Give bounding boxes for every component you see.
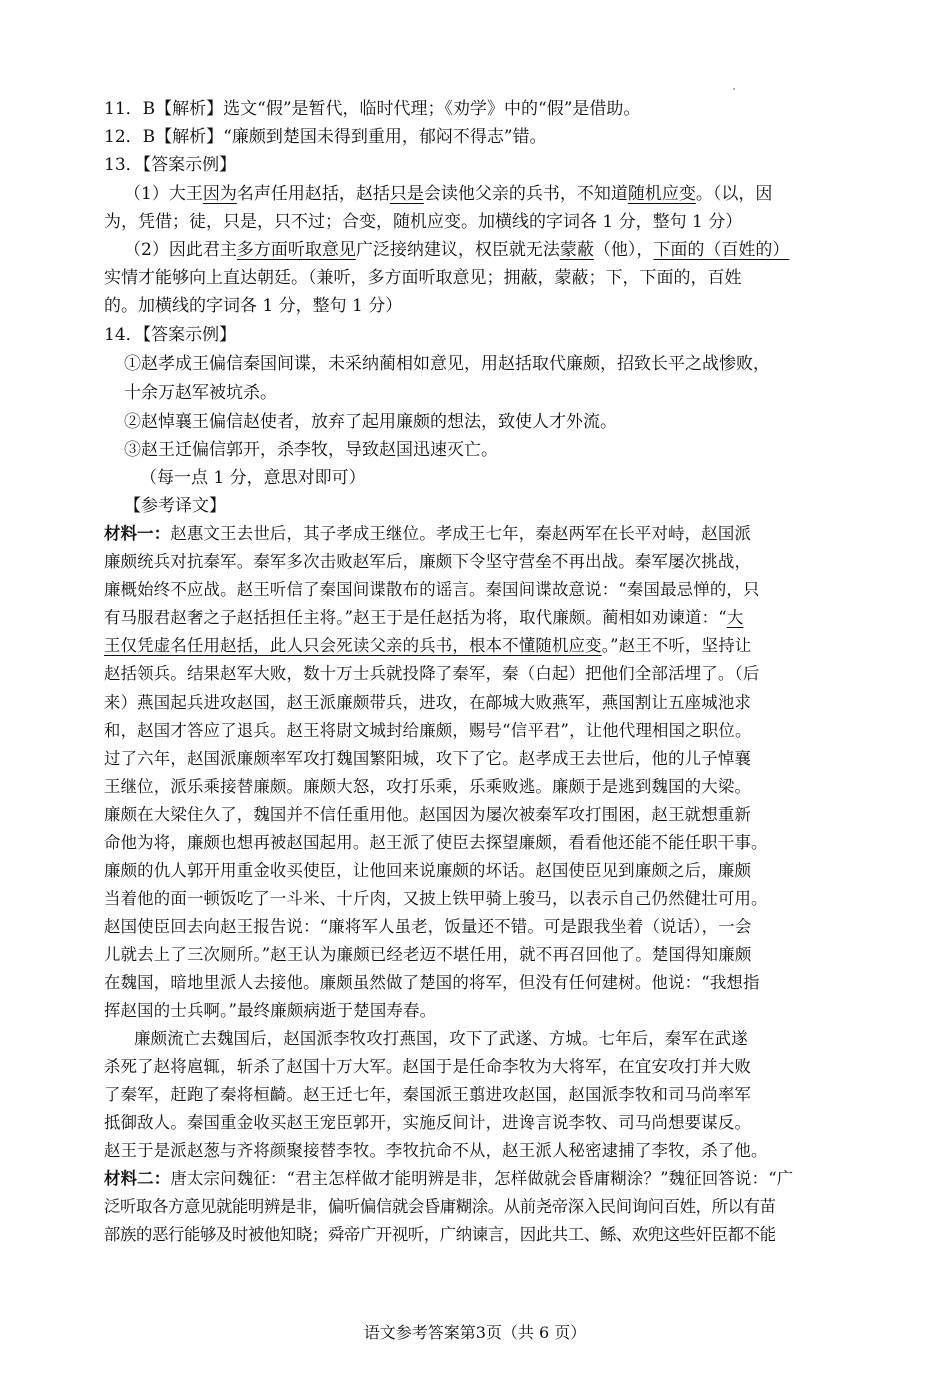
material1-line17: 在魏国，暗地里派人去接他。廉颇虽然做了楚国的将军，但没有任何建树。他说：“我想指 [104,973,760,992]
answer-14-item2: ②赵悼襄王偏信赵使者，放弃了起用廉颇的想法，致使人才外流。 [124,412,617,432]
answer-13-2-line1: （2）因此君主多方面听取意见广泛接纳建议，权臣就无法蒙蔽（他），下面的（百姓的） [124,240,790,260]
answer-13-1-line2: 为，凭借；徒，只是，只不过；合变，随机应变。加横线的字词各 1 分，整句 1 分） [104,212,743,232]
material1-line5: 王仅凭虚名任用赵括，此人只会死读父亲的兵书，根本不懂随机应变。”赵王不听，坚持让 [104,636,752,655]
material1-line16: 儿就去上了三次厕所。”赵王认为廉颇已经老迈不堪任用，就不再召回他了。楚国得知廉颇 [104,945,752,964]
material2-label: 材料二： [104,1169,171,1188]
material2-line1: 材料二：唐太宗问魏征：“君主怎样做才能明辨是非，怎样做就会昏庸糊涂？”魏征回答说：“广 [104,1169,794,1188]
material1-line4: 有马服君赵奢之子赵括担任主将。”赵王于是任赵括为将，取代廉颇。蔺相如劝谏道：“大 [104,608,744,627]
material1-line6: 赵括领兵。结果赵军大败，数十万士兵就投降了秦军，秦（白起）把他们全部活埋了。（后 [104,664,760,683]
material1-line18: 挥赵国的士兵啊。”最终廉颇病逝于楚国寿春。 [104,1001,437,1020]
material1-line2: 廉颇统兵对抗秦军。秦军多次击败赵军后，廉颇下令坚守营垒不再出战。秦军屡次挑战， [104,552,752,571]
paragraph2-line1: 廉颇流亡去魏国后，赵国派李牧攻打燕国，攻下了武遂、方城。七年后，秦军在武遂 [134,1029,748,1048]
answer-11: 11．B【解析】选文“假”是暂代，临时代理；《劝学》中的“假”是借助。 [104,99,641,119]
speck [733,88,735,90]
material1-line14: 当着他的面一顿饭吃了一斗米、十斤肉，又披上铁甲骑上骏马，以表示自己仍然健壮可用。 [104,889,768,908]
material2-line2: 泛听取各方意见就能明辨是非，偏听偏信就会昏庸糊涂。从前尧帝深入民间询问百姓，所以有苗 [104,1197,776,1216]
answer-14-item1-cont: 十余万赵军被坑杀。 [124,383,277,403]
material1-line1: 材料一：赵惠文王去世后，其子孝成王继位。孝成王七年，秦赵两军在长平对峙，赵国派 [104,524,752,543]
answer-13-1-line1: （1）大王因为名声任用赵括，赵括只是会读他父亲的兵书，不知道随机应变。（以，因 [124,184,773,204]
answer-13-2-line2: 实情才能够向上直达朝廷。（兼听，多方面听取意见；拥蔽，蒙蔽；下，下面的，百姓 [104,268,742,288]
material1-line3: 廉概始终不应战。赵王听信了秦国间谍散布的谣言。秦国间谍故意说：“秦国最忌惮的，只 [104,580,760,599]
material1-line8: 和，赵国才答应了退兵。赵王将尉文城封给廉颇，赐号“信平君”，让他代理相国之职位。 [104,721,752,740]
answer-14-item1: ①赵孝成王偏信秦国间谍，未采纳蔺相如意见，用赵括取代廉颇，招致长平之战惨败， [124,354,770,374]
material1-line9: 过了六年，赵国派廉颇率军攻打魏国繁阳城，攻下了它。赵孝成王去世后，他的儿子悼襄 [104,749,752,768]
paragraph2-line3: 了秦军，赶跑了秦将桓齮。赵王迁七年，秦国派王翦进攻赵国，赵国派李牧和司马尚率军 [104,1085,752,1104]
paragraph2-line5: 赵王于是派赵葱与齐将颜聚接替李牧。李牧抗命不从，赵王派人秘密逮捕了李牧，杀了他。 [104,1141,768,1160]
material1-label: 材料一： [104,524,171,543]
answer-13-2-line3: 的。加横线的字词各 1 分，整句 1 分） [104,296,403,316]
paragraph2-line4: 抵御敌人。秦国重金收买赵王宠臣郭开，实施反间计，进谗言说李牧、司马尚想要谋反。 [104,1113,752,1132]
reference-translation-title: 【参考译文】 [124,496,226,516]
material1-line12: 命他为将，廉颇也想再被赵国起用。赵王派了使臣去探望廉颇，看看他还能不能任职干事。 [104,833,768,852]
paragraph2-line2: 杀死了赵将扈辄，斩杀了赵国十万大军。赵国于是任命李牧为大将军，在宜安攻打并大败 [104,1057,752,1076]
material1-line10: 王继位，派乐乘接替廉颇。廉颇大怒，攻打乐乘，乐乘败逃。廉颇于是逃到魏国的大梁。 [104,777,752,796]
answer-14-item3: ③赵王迁偏信郭开，杀李牧，导致赵国迅速灭亡。 [124,440,498,460]
answer-13-heading: 13．【答案示例】 [104,155,237,175]
answer-14-heading: 14．【答案示例】 [104,325,237,345]
answer-14-note: （每一点 1 分，意思对即可） [140,468,366,488]
material2-line3: 部族的恶行能够及时被他知晓；舜帝广开视听，广纳谏言，因此共工、鲧、欢兜这些奸臣都不能 [104,1225,776,1244]
answer-12: 12．B【解析】“廉颇到楚国未得到重用，郁闷不得志”错。 [104,127,547,147]
page-footer: 语文参考答案第3页（共 6 页） [363,1323,587,1342]
material1-line11: 廉颇在大梁住久了，魏国并不信任重用他。赵国因为屡次被秦军攻打围困，赵王就想重新 [104,805,752,824]
material1-line15: 赵国使臣回去向赵王报告说：“廉将军人虽老，饭量还不错。可是跟我坐着（说话），一会 [104,917,752,936]
material1-line7: 来）燕国起兵进攻赵国，赵王派廉颇带兵，进攻，在鄗城大败燕军，燕国割让五座城池求 [104,693,752,712]
material1-line13: 廉颇的仇人郭开用重金收买使臣，让他回来说廉颇的坏话。赵国使臣见到廉颇之后，廉颇 [104,861,752,880]
